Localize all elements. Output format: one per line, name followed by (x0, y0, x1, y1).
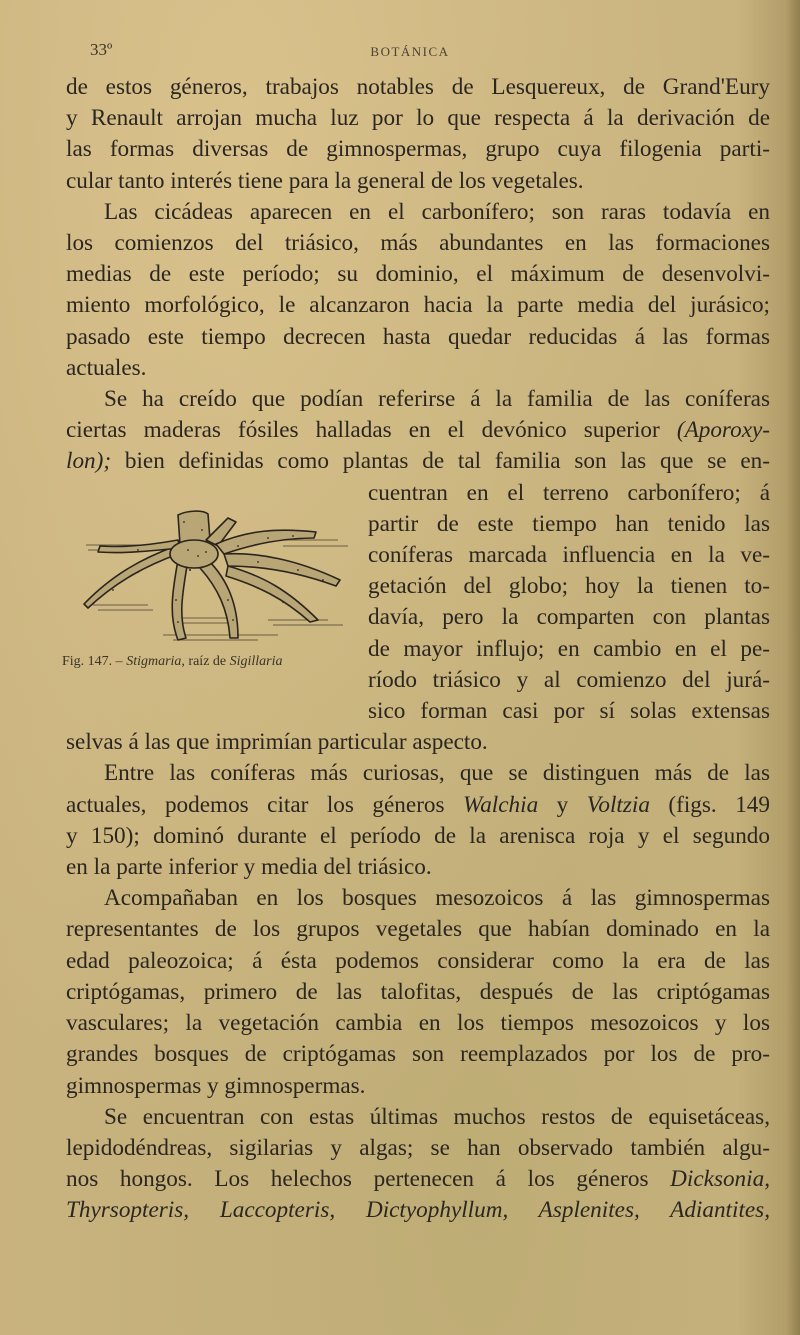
paragraph-5 (66, 883, 770, 1101)
page-edge-shadow (786, 0, 800, 1335)
text-line: pasado este tiempo decrecen hasta quedar reducidas á las formas (66, 323, 770, 350)
text-line: medias de este período; su dominio, el máximum de desenvolvi- (66, 261, 770, 288)
running-head (60, 40, 760, 64)
text-line: vasculares; la vegetación cambia en los tiempos mesozoicos y los (66, 1010, 770, 1037)
text-line (66, 415, 770, 446)
body-text (66, 72, 770, 1227)
text-line: Se encuentran con estas últimas muchos restos de equisetáceas, (104, 1103, 770, 1130)
text-line: Se ha creído que podían referirse á la familia de las coníferas (104, 386, 770, 413)
text-line (66, 1164, 770, 1195)
text-line: los comienzos del triásico, más abundantes en las formaciones (66, 230, 770, 257)
text-span: actuales, podemos citar los géneros (66, 791, 464, 818)
text-line: edad paleozoica; á ésta podemos considerar como la era de las (66, 947, 770, 974)
paragraph-6 (66, 1102, 770, 1227)
text-line: y 150); dominó durante el período de la arenisca roja y el segundo (66, 822, 770, 849)
figure-caption (62, 654, 362, 670)
text-line: coníferas marcada influencia en la ve- (368, 542, 770, 569)
paragraph-1 (66, 72, 770, 197)
text-line: y Renault arrojan mucha luz por lo que respecta á la derivación de (66, 105, 770, 132)
text-span: nos hongos. Los helechos pertenecen á los géneros (66, 1166, 671, 1193)
text-line: representantes de los grupos vegetales que habían dominado en la (66, 916, 770, 943)
text-line: getación del globo; hoy la tienen to- (368, 573, 770, 600)
text-line: lepidodéndreas, sigilarias y algas; se han observado también algu- (66, 1134, 770, 1161)
taxon-name: Voltzia (586, 791, 650, 818)
taxon-name: (Aporoxy- (676, 417, 770, 444)
text-line: grandes bosques de criptógamas son reemplazados por los de pro- (66, 1041, 770, 1068)
text-line: criptógamas, primero de las talofitas, después de las criptógamas (66, 978, 770, 1005)
text-line: selvas á las que imprimían particular aspecto. (66, 729, 488, 756)
text-span: bien definidas como plantas de tal familia son las que se en- (124, 448, 770, 475)
text-line: actuales. (66, 354, 147, 381)
text-line: sico forman casi por sí solas extensas (368, 698, 770, 725)
section-title: BOTÁNICA (370, 44, 450, 59)
text-line (66, 790, 770, 821)
text-line: de mayor influjo; en cambio en el pe- (368, 635, 770, 662)
text-line: miento morfológico, le alcanzaron hacia la parte media del jurásico; (66, 292, 770, 319)
text-line (66, 1195, 770, 1226)
text-line: partir de este tiempo han tenido las (368, 510, 770, 537)
taxon-name: Dicksonia, (670, 1166, 770, 1193)
taxon-name: lon); (66, 448, 112, 475)
text-line: cuentran en el terreno carbonífero; á (368, 479, 770, 506)
text-line: en la parte inferior y media del triásico. (66, 854, 432, 881)
text-line: Las cicádeas aparecen en el carbonífero; son raras todavía en (104, 198, 770, 225)
text-line: ríodo triásico y al comienzo del jurá- (368, 666, 770, 693)
figure-label: Fig. 147. – (62, 654, 127, 669)
taxon-name: Stigmaria (126, 654, 182, 669)
text-line: de estos géneros, trabajos notables de Lesquereux, de Grand'Eury (66, 74, 770, 100)
taxon-list: Thyrsopteris, Laccopteris, Dictyophyllum, Asplenites, Adiantites, (66, 1197, 770, 1224)
paragraph-2 (66, 197, 770, 384)
taxon-name: Sigillaria (229, 654, 283, 669)
stigmaria-root-illustration-icon (78, 510, 360, 644)
text-line: Entre las coníferas más curiosas, que se distinguen más de las (104, 760, 770, 787)
text-span: ciertas maderas fósiles halladas en el devónico superior (66, 417, 677, 444)
text-line: davía, pero la comparten con plantas (368, 604, 770, 631)
text-line: las formas diversas de gimnospermas, grupo cuya filogenia parti- (66, 136, 770, 163)
text-line: Acompañaban en los bosques mesozoicos á las gimnospermas (104, 885, 770, 912)
paragraph-4 (66, 758, 770, 883)
text-line: gimnospermas y gimnospermas. (66, 1072, 366, 1099)
text-span: y (538, 791, 587, 818)
taxon-name: Walchia (463, 791, 539, 818)
text-span: , raíz de (181, 654, 230, 669)
text-span: (figs. 149 (649, 791, 770, 818)
text-line (66, 446, 770, 477)
page-number: 33º (90, 40, 113, 59)
text-line: cular tanto interés tiene para la general de los vegetales. (66, 167, 584, 194)
